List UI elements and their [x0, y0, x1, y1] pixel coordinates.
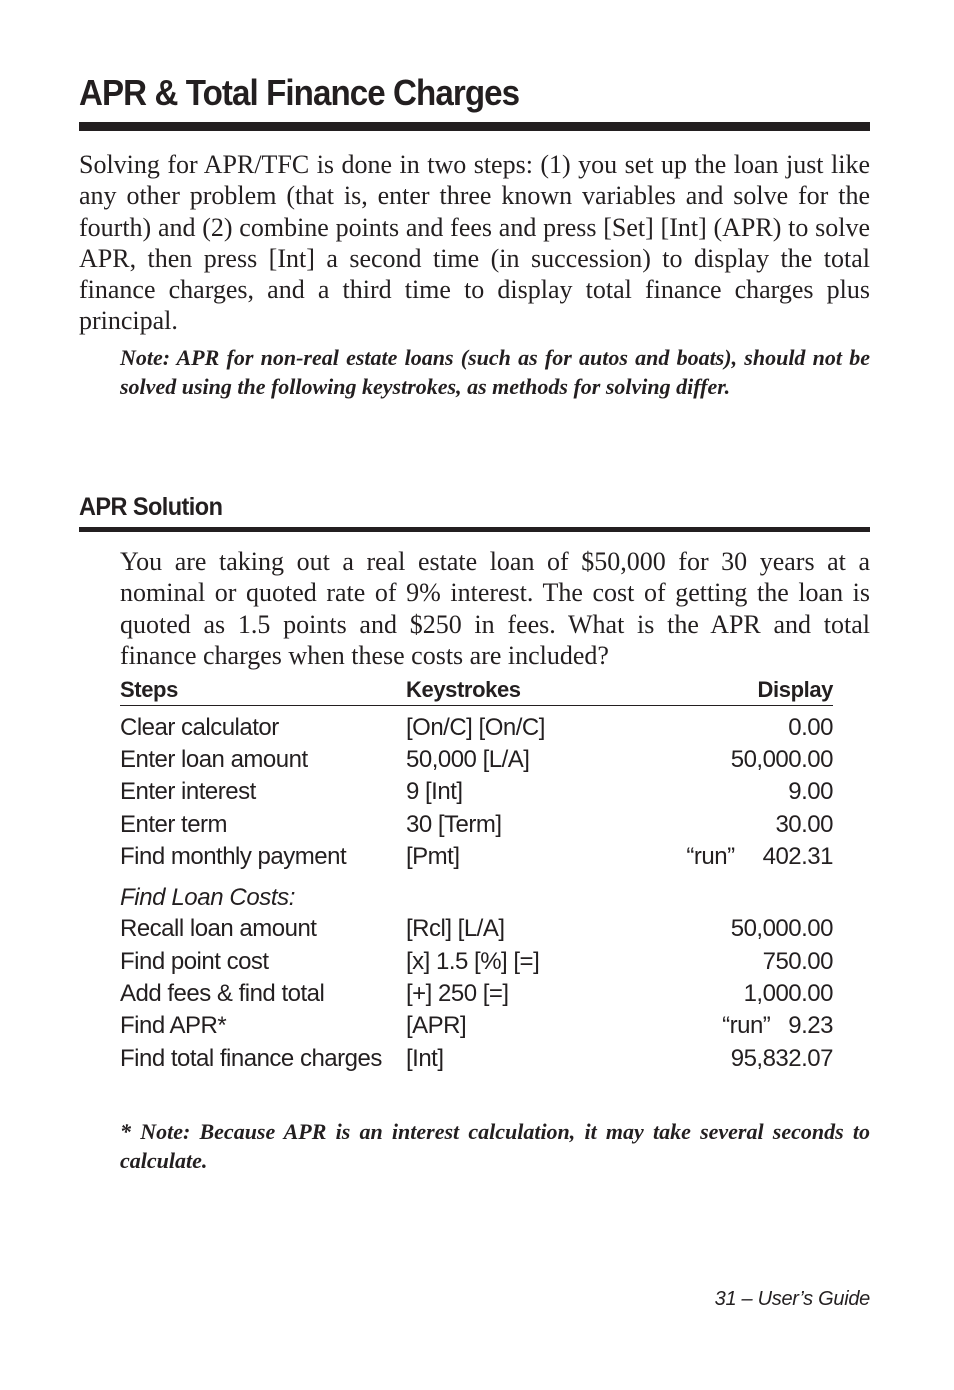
keystrokes: [Rcl] [L/A] — [406, 915, 505, 942]
display-number: 402.31 — [762, 843, 833, 870]
table-row — [120, 714, 833, 746]
keystrokes: [Int] — [406, 1045, 444, 1072]
keystrokes: [Pmt] — [406, 843, 460, 870]
step-label: Find APR* — [120, 1012, 227, 1039]
table-row — [120, 843, 833, 875]
step-label: Clear calculator — [120, 714, 279, 741]
display-number: 9.23 — [788, 1012, 833, 1039]
step-label: Find total finance charges — [120, 1045, 382, 1072]
step-label: Enter loan amount — [120, 746, 308, 773]
table-row — [120, 811, 833, 843]
table-row — [120, 746, 833, 778]
keystrokes: 9 [Int] — [406, 778, 463, 805]
header-steps: Steps — [120, 677, 178, 702]
find-loan-costs-label: Find Loan Costs: — [120, 884, 296, 911]
keystrokes: [+] 250 [=] — [406, 980, 509, 1007]
keystrokes: [On/C] [On/C] — [406, 714, 545, 741]
title-rule — [79, 122, 870, 131]
display-value — [686, 843, 833, 871]
keystrokes: [x] 1.5 [%] [=] — [406, 948, 540, 975]
display-value: 95,832.07 — [730, 1045, 833, 1072]
table-row — [120, 1012, 833, 1044]
step-label: Enter interest — [120, 778, 256, 805]
table-header-rule — [120, 705, 833, 706]
table-row — [120, 1045, 833, 1077]
step-label: Find point cost — [120, 948, 269, 975]
display-value: 750.00 — [762, 948, 833, 975]
section-heading: APR Solution — [79, 493, 223, 521]
note-apr-non-real-estate: Note: APR for non-real estate loans (such as for autos and boats), should not be solved using the following keystrokes, as methods for solving differ. — [120, 345, 870, 399]
step-label: Add fees & find total — [120, 980, 325, 1007]
section-rule — [79, 527, 870, 532]
keystrokes: [APR] — [406, 1012, 467, 1039]
display-value — [722, 1012, 833, 1040]
display-value: 1,000.00 — [743, 980, 833, 1007]
display-value: 9.00 — [788, 778, 833, 805]
step-label: Find monthly payment — [120, 843, 347, 870]
run-indicator: “run” — [722, 1012, 771, 1039]
page-title: APR & Total Finance Charges — [79, 72, 520, 113]
table-row — [120, 778, 833, 810]
display-value: 0.00 — [788, 714, 833, 741]
page-footer: 31 – User’s Guide — [714, 1288, 870, 1310]
step-label: Enter term — [120, 811, 228, 838]
table-row — [120, 948, 833, 980]
run-indicator: “run” — [686, 843, 735, 870]
table-row — [120, 980, 833, 1012]
note-apr-calculation-time: * Note: Because APR is an interest calculation, it may take several seconds to calculate. — [120, 1119, 870, 1173]
keystrokes: 50,000 [L/A] — [406, 746, 530, 773]
problem-paragraph: You are taking out a real estate loan of $50,000 for 30 years at a nominal or quoted rate of 9% interest. The cost of getting the loan is quoted as 1.5 points and $250 in fees. What is the APR and total finance charges when these costs are included? — [120, 547, 870, 670]
display-value: 50,000.00 — [730, 915, 833, 942]
header-display: Display — [757, 677, 833, 702]
step-label: Recall loan amount — [120, 915, 317, 942]
header-keystrokes: Keystrokes — [406, 677, 521, 702]
display-value: 30.00 — [775, 811, 833, 838]
display-value: 50,000.00 — [730, 746, 833, 773]
table-row — [120, 915, 833, 947]
keystrokes: 30 [Term] — [406, 811, 502, 838]
intro-paragraph: Solving for APR/TFC is done in two steps: (1) you set up the loan just like any other problem (that is, enter three known variables and solve for the fourth) and (2) combine points and fees and press [Set] [Int] (APR) to solve APR, then press [Int] a second time (in succession) to display the total finance charges, and a third time to display total finance charges plus principal. — [79, 150, 870, 336]
